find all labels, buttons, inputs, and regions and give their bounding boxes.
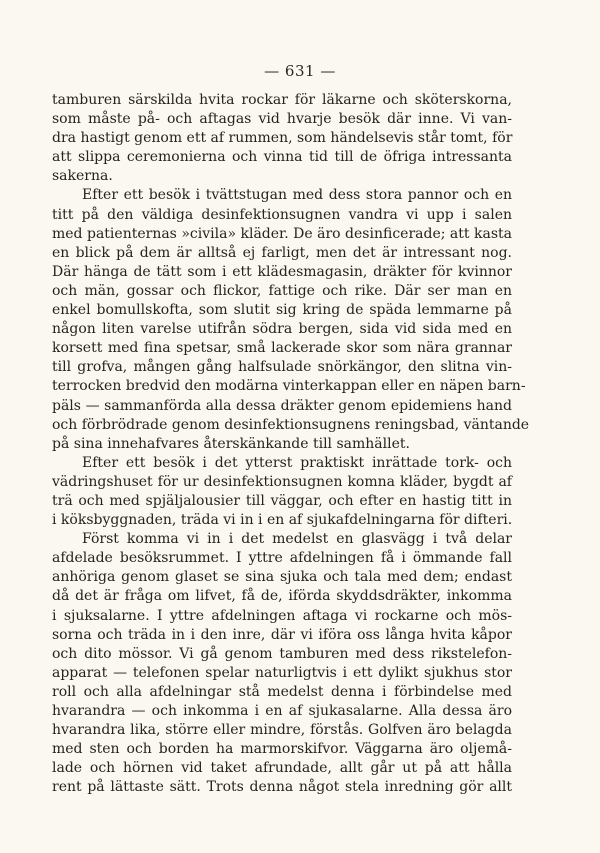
text-line: som måste på- och aftagas vid hvarje besök där inne. Vi van- bbox=[52, 111, 512, 128]
text-line: apparat — telefonen spelar naturligtvis i ett dylikt sjukhus stor bbox=[52, 664, 512, 681]
text-line: med sten och borden ha marmorskifvor. Väggarna äro oljemå- bbox=[52, 741, 512, 758]
text-line: sorna och träda in i den inre, där vi iföra oss långa hvita kåpor bbox=[52, 626, 512, 643]
text-line: Efter ett besök i tvättstugan med dess stora pannor och en bbox=[82, 187, 512, 204]
text-line: terrocken bredvid den modärna vinterkappan eller en näpen barn- bbox=[52, 378, 526, 395]
text-line: och dito mössor. Vi gå genom tamburen med dess rikstelefon- bbox=[52, 645, 512, 662]
text-line: hvarandra — och inkomma i en af sjukasalarne. Alla dessa äro bbox=[52, 703, 512, 719]
body-text bbox=[52, 91, 530, 797]
text-line: på sina innehafvares återskänkande till samhället. bbox=[52, 435, 410, 452]
text-line: och män, gossar och flickor, fattige och rike. Där ser man en bbox=[52, 282, 512, 299]
text-line: någon liten varelse utifrån södra bergen, sida vid sida med en bbox=[52, 321, 512, 338]
text-line: titt på den väldiga desinfektionsugnen vandra vi upp i salen bbox=[52, 206, 512, 223]
text-line: Efter ett besök i det ytterst praktiskt inrättade tork- och bbox=[82, 454, 512, 471]
text-line: Först komma vi in i det medelst en glasvägg i två delar bbox=[82, 531, 512, 548]
text-line: sakerna. bbox=[52, 168, 113, 185]
text-line: afdelade besöksrummet. I yttre afdelningen få i ömmande fall bbox=[52, 550, 512, 567]
text-line: lade och hörnen vid taket afrundade, allt går ut på att hålla bbox=[52, 760, 512, 777]
text-line: rent på lättaste sätt. Trots denna något stela inredning gör allt bbox=[52, 779, 512, 796]
text-line: enkel bomullskofta, som slutit sig kring de späda lemmarne på bbox=[52, 302, 512, 319]
text-line: att slippa ceremonierna och vinna tid till de öfriga intressanta bbox=[52, 149, 512, 166]
text-line: hvarandra lika, större eller mindre, förstås. Golfven äro belagda bbox=[52, 722, 512, 739]
text-line: en blick på dem är alltså ej farligt, men det är intressant nog. bbox=[52, 244, 512, 261]
text-line: roll och alla afdelningar stå medelst denna i förbindelse med bbox=[52, 683, 512, 700]
text-line: till grofva, mången gång halfsulade snörkängor, den slitna vin- bbox=[52, 359, 512, 376]
text-line: vädringshuset för ur desinfektionsugnen komna kläder, bygdt af bbox=[52, 473, 512, 490]
text-line: med patienternas »civila» kläder. De äro desinficerade; att kasta bbox=[52, 225, 512, 242]
text-line: då det är fråga om lifvet, få de, iförda skyddsdräkter, inkomma bbox=[52, 588, 512, 605]
page-number: — 631 — bbox=[264, 62, 336, 80]
text-line: tamburen särskilda hvita rockar för läkarne och sköterskorna, bbox=[52, 92, 512, 108]
text-line: päls — sammanförda alla dessa dräkter genom epidemiens hand bbox=[52, 397, 512, 414]
text-line: dra hastigt genom ett af rummen, som händelsevis står tomt, för bbox=[52, 130, 513, 147]
text-line: i köksbyggnaden, träda vi in i en af sjukafdelningarna för difteri. bbox=[52, 512, 513, 529]
text-line: Där hänga de tätt som i ett klädesmagasin, dräkter för kvinnor bbox=[52, 263, 512, 280]
text-line: korsett med fina spetsar, små lackerade skor som nära grannar bbox=[52, 340, 512, 357]
text-line: anhöriga genom glaset se sina sjuka och tala med dem; endast bbox=[52, 569, 512, 586]
text-line: i sjuksalarne. I yttre afdelningen aftaga vi rockarne och mös- bbox=[52, 607, 512, 624]
text-line: och förbrödrade genom desinfektionsugnens reningsbad, väntande bbox=[52, 416, 530, 433]
text-line: trä och med spjäljalousier till väggar, och efter en hastig titt in bbox=[52, 492, 512, 509]
